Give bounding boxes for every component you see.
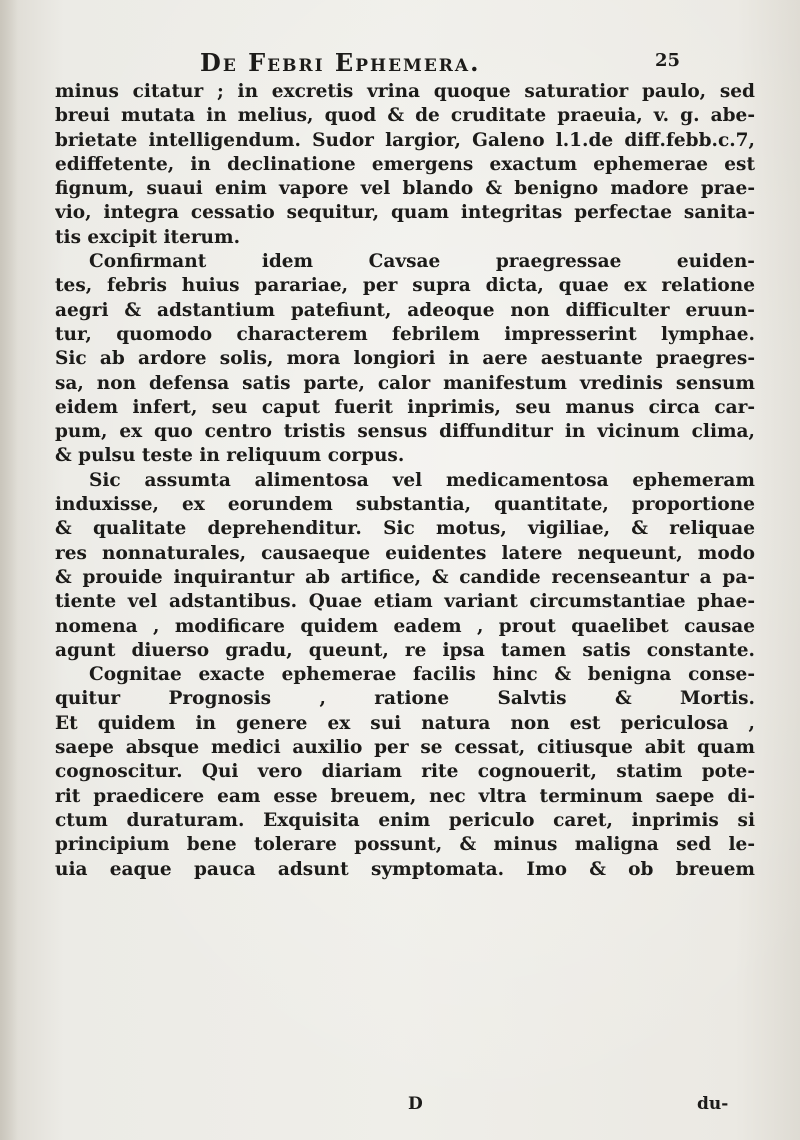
page-number: 25 (654, 50, 680, 71)
body-text (55, 80, 755, 882)
text-line: cognoscitur. Qui vero diariam rite cognouerit, statim pote- (55, 761, 755, 783)
signature-mark: D (408, 1094, 423, 1114)
text-line: eidem infert, seu caput fuerit inprimis, seu manus circa car- (55, 396, 755, 418)
page-gutter-shadow (0, 0, 18, 1140)
text-line: sa, non defensa satis parte, calor manifestum vredinis sensum (55, 372, 755, 394)
text-line: aegri & adstantium patefiunt, adeoque non difficulter eruun- (55, 299, 755, 321)
text-line: fignum, suaui enim vapore vel blando & benigno madore prae- (55, 178, 755, 200)
text-line: & pulsu teste in reliquum corpus. (55, 445, 405, 467)
text-line: tur, quomodo characterem febrilem impresserint lymphae. (55, 323, 755, 345)
text-line: brietate intelligendum. Sudor largior, Galeno l.1.de diff.febb.c.7, (55, 129, 755, 151)
text-line: res nonnaturales, causaeque euidentes latere nequeunt, modo (55, 542, 755, 564)
text-line: Cognitae exacte ephemerae facilis hinc & benigna conse- (89, 664, 755, 686)
text-line: tes, febris huius parariae, per supra dicta, quae ex relatione (55, 275, 755, 297)
text-line: Sic ab ardore solis, mora longiori in aere aestuante praegres- (55, 348, 755, 370)
text-line: ediffetente, in declinatione emergens exactum ephemerae est (55, 153, 755, 175)
running-title: De Febri Ephemera. (200, 48, 481, 77)
text-line: vio, integra cessatio sequitur, quam integritas perfectae sanita- (55, 202, 755, 224)
page-header (200, 48, 680, 84)
text-line: ctum duraturam. Exquisita enim periculo caret, inprimis si (55, 809, 755, 831)
text-line: saepe absque medici auxilio per se cessat, citiusque abit quam (55, 737, 755, 759)
text-line: pum, ex quo centro tristis sensus diffunditur in vicinum clima, (55, 421, 755, 443)
text-line: rit praedicere eam esse breuem, nec vltra terminum saepe di- (55, 785, 755, 807)
text-line: & prouide inquirantur ab artifice, & candide recenseantur a pa- (55, 566, 755, 588)
text-line: quitur Prognosis , ratione Salvtis & Mortis. (55, 688, 755, 710)
text-line: tis excipit iterum. (55, 226, 241, 248)
text-line: agunt diuerso gradu, queunt, re ipsa tamen satis constante. (55, 639, 755, 661)
text-line: & qualitate deprehenditur. Sic motus, vigiliae, & reliquae (55, 518, 755, 540)
text-line: Confirmant idem Cavsae praegressae euiden- (89, 251, 755, 273)
text-line: tiente vel adstantibus. Quae etiam variant circumstantiae phae- (55, 591, 755, 613)
text-line: minus citatur ; in excretis vrina quoque saturatior paulo, sed (55, 81, 755, 102)
text-line: uia eaque pauca adsunt symptomata. Imo & ob breuem (55, 858, 755, 880)
text-line: principium bene tolerare possunt, & minus maligna sed le- (55, 834, 755, 856)
text-line: induxisse, ex eorundem substantia, quantitate, proportione (55, 494, 755, 516)
text-line: breui mutata in melius, quod & de cruditate praeuia, v. g. abe- (55, 105, 755, 127)
text-line: nomena , modificare quidem eadem , prout quaelibet causae (55, 615, 755, 637)
catchword: du- (697, 1094, 729, 1114)
text-line: Et quidem in genere ex sui natura non est periculosa , (55, 712, 755, 734)
text-line: Sic assumta alimentosa vel medicamentosa ephemeram (89, 469, 755, 491)
